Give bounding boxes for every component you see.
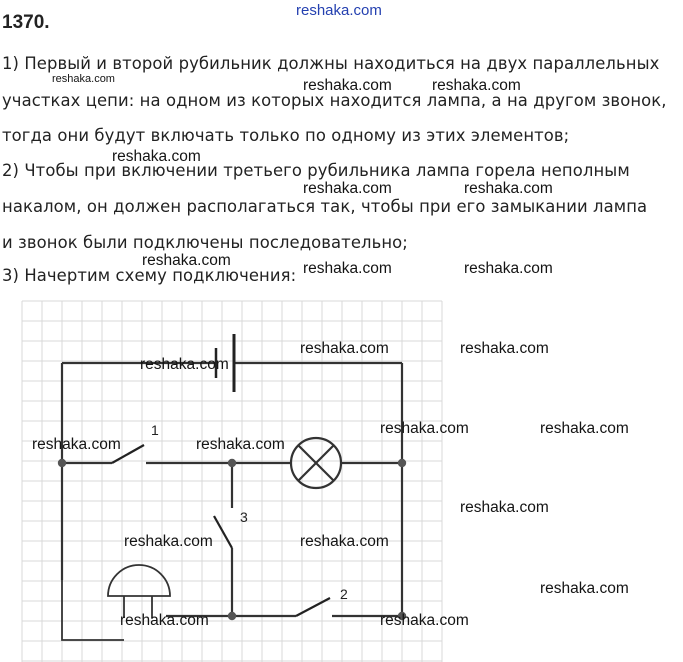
watermark: reshaka.com (120, 612, 209, 629)
text-line-6: и звонок были подключены последовательно; (2, 233, 408, 252)
watermark: reshaka.com (32, 436, 121, 453)
text-line-3: тогда они будут включать только по одному из этих элементов; (2, 126, 570, 145)
switch-2-label: 2 (340, 586, 348, 602)
watermark: reshaka.com (460, 499, 549, 516)
switch-3-label: 3 (240, 509, 248, 525)
text-line-4: 2) Чтобы при включении третьего рубильника лампа горела неполным (2, 161, 630, 180)
watermark: reshaka.com (140, 356, 229, 373)
text-line-2: участках цепи: на одном из которых находится лампа, а на другом звонок, (2, 91, 667, 110)
problem-number-value: 1370 (2, 12, 45, 33)
watermark: reshaka.com (464, 260, 553, 277)
watermark: reshaka.com (432, 77, 521, 94)
watermark: reshaka.com (300, 340, 389, 357)
text-line-1: 1) Первый и второй рубильник должны находиться на двух параллельных (2, 54, 660, 73)
watermark: reshaka.com (464, 180, 553, 197)
watermark: reshaka.com (303, 260, 392, 277)
watermark: reshaka.com (380, 612, 469, 629)
watermark: reshaka.com (112, 148, 201, 165)
watermark: reshaka.com (300, 533, 389, 550)
watermark: reshaka.com (303, 180, 392, 197)
problem-number-dot: . (44, 12, 50, 33)
switch-1-label: 1 (151, 422, 159, 438)
watermark: reshaka.com (540, 420, 629, 437)
watermark: reshaka.com (124, 533, 213, 550)
header-watermark: reshaka.com (296, 2, 382, 19)
watermark: reshaka.com (380, 420, 469, 437)
watermark: reshaka.com (540, 580, 629, 597)
watermark: reshaka.com (52, 73, 115, 85)
watermark: reshaka.com (196, 436, 285, 453)
watermark: reshaka.com (460, 340, 549, 357)
text-line-5: накалом, он должен располагаться так, чтобы при его замыкании лампа (2, 197, 648, 216)
watermark: reshaka.com (303, 77, 392, 94)
text-line-7: 3) Начертим схему подключения: (2, 266, 297, 285)
watermark: reshaka.com (142, 252, 231, 269)
